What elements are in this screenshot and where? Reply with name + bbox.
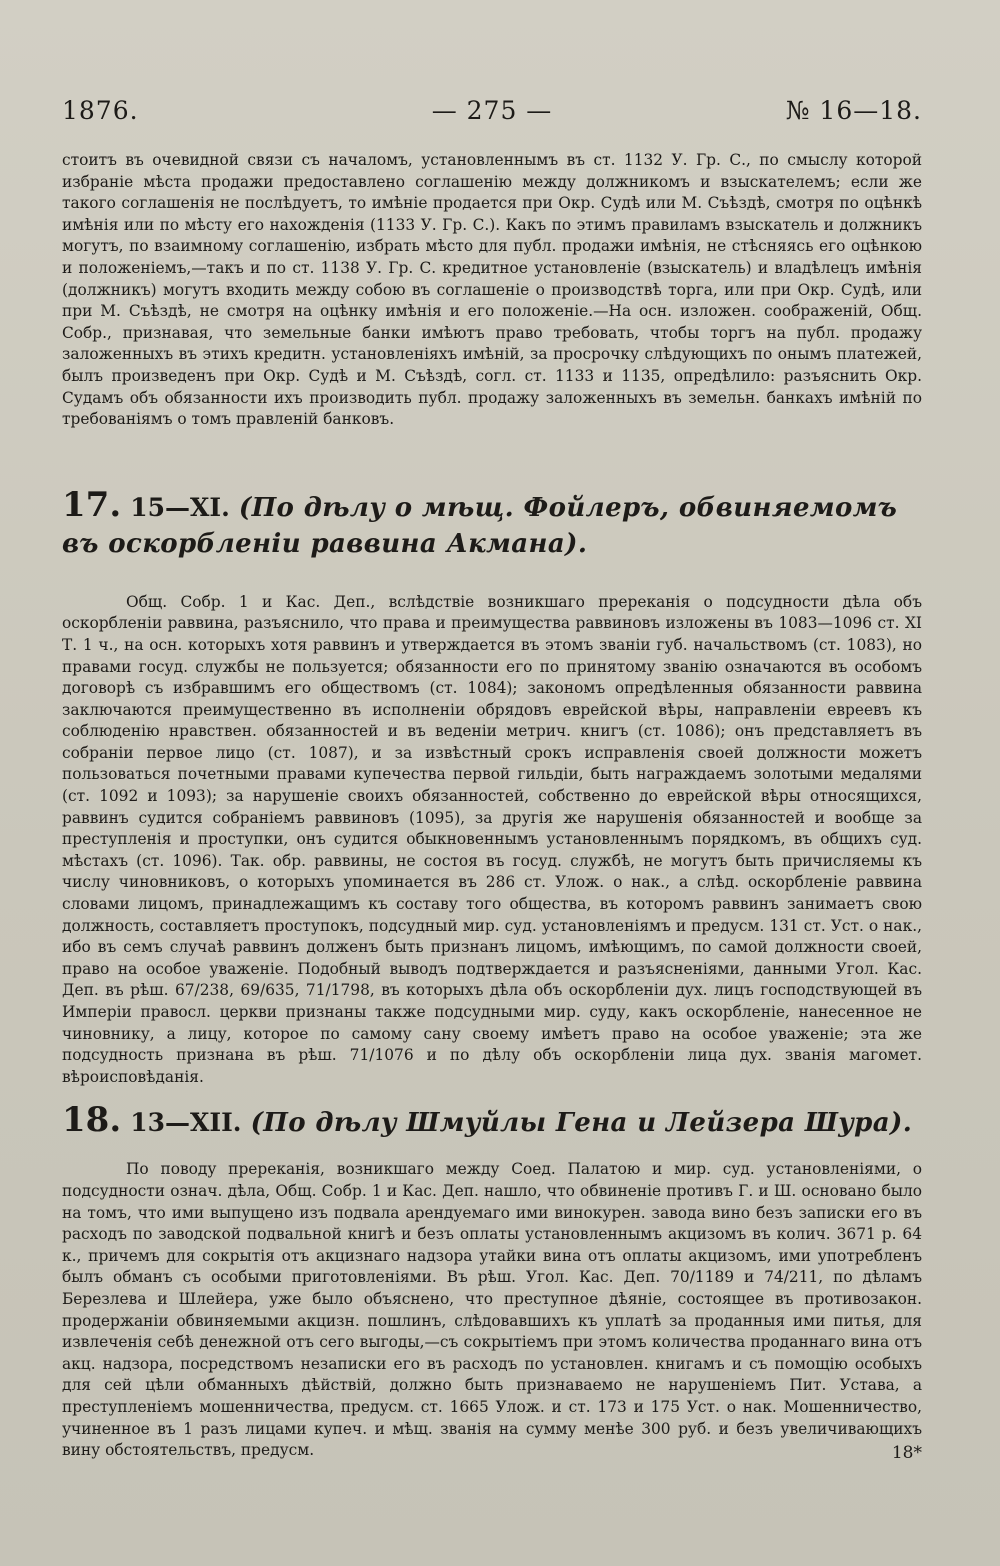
case-17-text: Общ. Собр. 1 и Кас. Деп., вслѣдствіе возникшаго пререканія о подсудности дѣла объ оскорбленіи раввина, разъяснило, что права и преимущества раввиновъ изложены въ 1083—1096 ст. XI Т. 1 ч., на осн. которыхъ хотя раввинъ и утверждается въ этомъ званіи губ. начальствомъ (ст. 1083), но правами госуд. службы не пользуется; обязанности его по принятому званію означаются въ особомъ договорѣ съ избравшимъ его обществомъ (ст. 1084); закономъ опредѣленныя обязанности раввина заключаются преимущественно въ исполненіи обрядовъ еврейской вѣры, направленіи евреевъ къ соблюденію нравствен. обязанностей и въ веденіи метрич. книгъ (ст. 1086); онъ представляетъ въ собраніи первое лицо (ст. 1087), и за извѣстный срокъ исправленія своей должности можетъ пользоваться почетными правами купечества первой гильдіи, быть награждаемъ золотыми медалями (ст. 1092 и 1093); за нарушеніе своихъ обязанностей, собственно до еврейской вѣры относящихся, раввинъ судится собраніемъ раввиновъ (1095), за другія же нарушенія обязанностей и вообще за преступленія и проступки, онъ судится обыкновеннымъ установленнымъ порядкомъ, въ общихъ суд. мѣстахъ (ст. 1096). Так. обр. раввины, не состоя въ госуд. службѣ, не могутъ быть причисляемы къ числу чиновниковъ, о которыхъ упоминается въ 286 ст. Улож. о нак., а слѣд. оскорбленіе раввина словами лицомъ, принадлежащимъ къ составу того общества, въ которомъ раввинъ занимаетъ свою должность, составляетъ проступокъ, подсудный мир. суд. установленіямъ и предусм. 131 ст. Уст. о нак., ибо въ семъ случаѣ раввинъ долженъ быть признанъ лицомъ, имѣющимъ, по самой должности своей, право на особое уваженіе. Подобный выводъ подтверждается и разъясненіями, данными Угол. Кас. Деп. въ рѣш. 67/238, 69/635, 71/1798, въ которыхъ дѣла объ оскорбленіи дух. лицъ господствующей въ Имперіи правосл. церкви признаны также подсудными мир. суду, какъ оскорбленіе, нанесенное не чиновнику, а лицу, которое по самому сану своему имѣетъ право на особое уваженіе; эта же подсудность признана въ рѣш. 71/1076 и по дѣлу объ оскорбленіи лица дух. званія магомет. вѣроисповѣданія.: [62, 592, 922, 1086]
case-18-heading: [62, 1102, 922, 1141]
header-year: 1876.: [62, 96, 139, 125]
running-header: [62, 96, 922, 136]
case-18-number: 18.: [62, 1100, 122, 1141]
intro-paragraph: стоитъ въ очевидной связи съ началомъ, установленнымъ въ ст. 1132 У. Гр. С., по смыслу которой избраніе мѣста продажи предоставлено соглашенію между должникомъ и взыскателемъ; если же такого соглашенія не послѣдуетъ, то имѣніе продается при Окр. Судѣ или М. Съѣздѣ, смотря по оцѣнкѣ имѣнія или по мѣсту его нахожденія (1133 У. Гр. С.). Какъ по этимъ правиламъ взыскатель и должникъ могутъ, по взаимному соглашенію, избрать мѣсто для публ. продажи имѣнія, не стѣсняясь его оцѣнкою и положеніемъ,—такъ и по ст. 1138 У. Гр. С. кредитное установленіе (взыскатель) и владѣлецъ имѣнія (должникъ) могутъ входить между собою въ соглашеніе о производствѣ торга, или при Окр. Судѣ, или при М. Съѣздѣ, не смотря на оцѣнку имѣнія и его положеніе.—На осн. изложен. соображеній, Общ. Собр., признавая, что земельные банки имѣютъ право требовать, чтобы торгъ на публ. продажу заложенныхъ въ этихъ кредитн. установленіяхъ имѣній, за просрочку слѣдующихъ по онымъ платежей, былъ произведенъ при Окр. Судѣ и М. Съѣздѣ, согл. ст. 1133 и 1135, опредѣлило: разъяснить Окр. Судамъ объ обязанности ихъ производить публ. продажу заложенныхъ въ земельн. банкахъ имѣній по требованіямъ о томъ правленій банковъ.: [62, 151, 922, 429]
header-issue-number: № 16—18.: [785, 96, 922, 125]
case-17-heading: [62, 484, 922, 562]
case-17-title: (По дѣлу о мѣщ. Фойлеръ, обвиняемомъ въ оскорбленіи раввина Акмана).: [62, 492, 898, 559]
printer-signature: 18*: [891, 1443, 922, 1463]
header-page-number: — 275 —: [431, 96, 553, 125]
case-18-text: По поводу пререканія, возникшаго между Соед. Палатою и мир. суд. установленіями, о подсудности означ. дѣла, Общ. Собр. 1 и Кас. Деп. нашло, что обвиненіе противъ Г. и Ш. основано было на томъ, что ими выпущено изъ подвала арендуемаго ими винокурен. завода вино безъ записки его въ расходъ по заводской подвальной книгѣ и безъ оплаты установленнымъ акцизомъ въ колич. 3671 р. 64 к., причемъ для сокрытія отъ акцизнаго надзора утайки вина отъ оплаты акцизомъ, ими употребленъ былъ обманъ съ особыми приготовленіями. Въ рѣш. Угол. Кас. Деп. 70/1189 и 74/211, по дѣламъ Березлева и Шлейера, уже было объяснено, что преступное дѣяніе, состоящее въ противозакон. продержаніи обвиняемыми акцизн. пошлинъ, слѣдовавшихъ къ уплатѣ за проданныя ими питья, для извлеченія себѣ денежной отъ сего выгоды,—съ сокрытіемъ при этомъ количества проданнаго вина отъ акц. надзора, посредствомъ незаписки его въ расходъ по установлен. книгамъ и съ помощію особыхъ для сей цѣли обманныхъ дѣйствій, должно быть признаваемо не нарушеніемъ Пит. Устава, а преступленіемъ мошенничества, предусм. ст. 1665 Улож. и ст. 173 и 175 Уст. о нак. Мошенничество, учиненное въ 1 разъ лицами купеч. и мѣщ. званія на сумму менѣе 300 руб. и безъ увеличивающихъ вину обстоятельствъ, предусм.: [62, 1160, 922, 1460]
case-18-title: (По дѣлу Шмуйлы Гена и Лейзера Шура).: [250, 1108, 913, 1139]
case-17-date: 15—XI.: [130, 492, 230, 522]
case-17-number: 17.: [62, 484, 122, 525]
case-18-date: 13—XII.: [130, 1108, 242, 1138]
